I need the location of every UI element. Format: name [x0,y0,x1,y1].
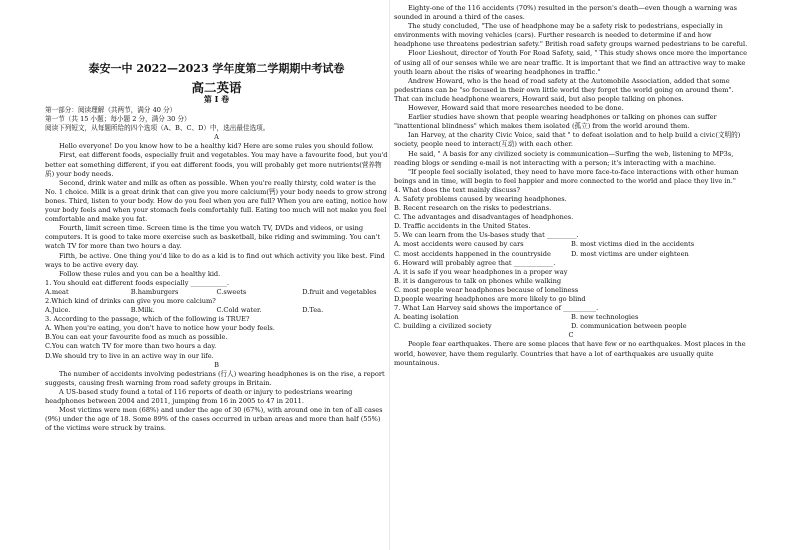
passage-paragraph: Floor Lieshout, director of Youth For Road Safety, said, " This study shows once more the importance of using all of our senses while we are near traffic. It is important that we find an attractive way to make youth learn about the risks of wearing headphones in traffic." [394,49,748,76]
answer-option: D.people wearing headphones are more likely to go blind [394,295,586,303]
answer-option: A. beating isolation [394,313,459,322]
answer-option: C. most accidents happened in the countryside [394,249,551,258]
answer-option: D. most victims are under eighteen [571,249,689,258]
passage-paragraph: "If people feel socially isolated, they need to have more face-to-face interactions with other human beings and in time, will begin to feel happier and more connected to the world and place they live in." [394,167,739,185]
question-stem: 2.Which kind of drinks can give you more calcium? [45,296,216,305]
answer-option: A. When you're eating, you don't have to notice how your body feels. [45,324,275,333]
answer-option: C. The advantages and disadvantages of headphones. [394,213,574,222]
answer-options [394,322,748,331]
question-stem: 1. You should eat different foods especially ___________. [45,278,229,287]
volume-label: 第 I 卷 [203,94,230,104]
passage-paragraph: However, Howard said that more researches needed to be done. [408,104,624,113]
answer-option: A.meat [45,287,69,296]
answer-option: A.Juice. [45,306,71,315]
answer-option: B. it is dangerous to talk on phones while walking [394,276,562,285]
answer-option: B. new technologies [571,313,639,322]
answer-option: B. most victims died in the accidents [571,240,695,249]
column-divider [389,0,390,550]
passage-paragraph: Most victims were men (68%) and under the age of 30 (67%), with around one in ten of all cases (9%) under the age of 18. Some 89% of the cases occurred in urban areas and more than half (55%) of the victims were struck by trains. [45,406,383,433]
question-stem: 6. Howard will probably agree that ____________. [394,258,556,267]
passage-paragraph: The number of accidents involving pedestrians (行人) wearing headphones is on the rise, a report suggests, causing fresh warning from road safety groups in Britain. [45,369,385,387]
answer-option: C. building a civilized society [394,322,492,331]
answer-option: A. Safety problems caused by wearing headphones. [394,194,567,203]
passage-paragraph: 第一部分：阅读理解（共两节，满分 40 分） [45,106,177,114]
question-stem: 3. According to the passage, which of the following is TRUE? [45,315,250,324]
question-stem: 5. We can learn from the Us-bases study that _________. [394,231,579,240]
answer-option: C.sweets [216,287,247,296]
answer-option: B. Recent research on the risks to pedestrians. [394,204,552,213]
answer-option: D. Traffic accidents in the United States. [394,222,531,231]
exam-title: 泰安一中 2022—2023 学年度第二学期期中考试卷 [88,62,345,75]
answer-options [394,250,748,259]
left-column [45,106,388,433]
section-letter: B [214,360,219,369]
passage-paragraph: People fear earthquakes. There are some places that have few or no earthquakes. Most places in the world, however, have them regularly. Countries that have a lot of earthquakes are usually quite mountainous. [394,340,746,367]
passage-paragraph: 第一节（共 15 小题；每小题 2 分，满分 30 分） [45,115,191,124]
answer-option: B.Milk. [130,306,155,315]
section-letter: C [568,331,574,340]
passage-paragraph: First, eat different foods, especially fruit and vegetables. You may have a favourite food, but you'd better eat something different, if you eat different foods, you will probably get more nutrients(营养物质) your body needs. [45,151,388,178]
passage-paragraph: Fourth, limit screen time. Screen time is the time you watch TV, DVDs and videos, or using computers. It is good to take more exercise such as basketball, bike riding and swimming. You can't watch TV for more than two hours a day. [45,224,381,251]
answer-option: D. communication between people [571,322,687,331]
passage-paragraph: 阅读下列短文，从每题所给的四个选项（A、B、C、D）中，选出最佳选项。 [45,124,270,133]
answer-option: B.hamburgers [130,287,179,296]
answer-options [394,240,748,249]
answer-options [45,306,388,315]
passage-paragraph: Second, drink water and milk as often as possible. When you're really thirsty, cold water is the No. 1 choice. Milk is a great drink that can give you more calcium(钙) your body needs to grow strong bones. Third, listen to your body. How do you feel when you are full? When you are eating, notice how your body feels and when your stomach feels comfortably full. Eating too much will not make you feel comfortable and make you fat. [45,178,388,224]
question-stem: 7. What Lan Harvey said shows the importance of __________. [394,304,599,313]
answer-option: C.Cold water. [216,306,262,315]
section-letter: A [214,133,219,142]
answer-option: B.You can eat your favourite food as much as possible. [45,333,228,342]
answer-option: D.Tea. [302,306,324,315]
answer-options [45,288,388,297]
answer-option: C.You can watch TV for more than two hours a day. [45,342,217,351]
answer-options [394,313,748,322]
answer-option: C. most people wear headphones because of loneliness [394,285,579,294]
right-column [394,4,748,368]
answer-option: D.fruit and vegetables [302,287,377,296]
question-stem: 4. What does the text mainly discuss? [394,185,520,194]
passage-paragraph: Hello everyone! Do you know how to be a healthy kid? Here are some rules you should follow. [59,142,374,151]
passage-paragraph: The study concluded, "The use of headphone may be a safety risk to pedestrians, especially in environments with moving vehicles (cars). Further research is needed to determine if and how headphone use threatens pedestrian safety." British road safety groups warned pedestrians to be careful. [394,22,748,49]
answer-option: D.We should try to live in an active way in our life. [45,351,214,360]
passage-paragraph: He said, " A basis for any civilized society is communication—Surfing the web, listening to MP3s, reading blogs or sending e-mail is not interacting with a person; it's interacting with a machine. [394,149,734,167]
answer-option: A. most accidents were caused by cars [394,240,524,249]
subject-title: 高二英语 [191,80,242,95]
passage-paragraph: Follow these rules and you can be a healthy kid. [59,269,221,278]
passage-paragraph: Earlier studies have shown that people wearing headphones or talking on phones can suffer "inattentional blindness" which makes them isolated (孤立) from the world around them. [394,113,717,131]
answer-option: A. it is safe if you wear headphones in a proper way [394,267,568,276]
passage-paragraph: Andrew Howard, who is the head of road safety at the Automobile Association, added that some pedestrians can be "so focused in their own little world they forget the world going on around them". That can include headphone wearers, Howard said, but also people talking on phones. [394,76,734,103]
passage-paragraph: Fifth, be active. One thing you'd like to do as a kid is to find out which activity you like best. Find ways to be active every day. [45,251,385,269]
passage-paragraph: Ian Harvey, at the charity Civic Voice, said that " to defeat isolation and to help build a civic(文明的) society, people need to interact(互动) with each other. [394,131,741,149]
passage-paragraph: Eighty-one of the 116 accidents (70%) resulted in the person's death—even though a warning was sounded in around a third of the cases. [394,4,738,22]
passage-paragraph: A US-based study found a total of 116 reports of death or injury to pedestrians wearing headphones between 2004 and 2011, jumping from 16 in 2005 to 47 in 2011. [45,387,353,405]
